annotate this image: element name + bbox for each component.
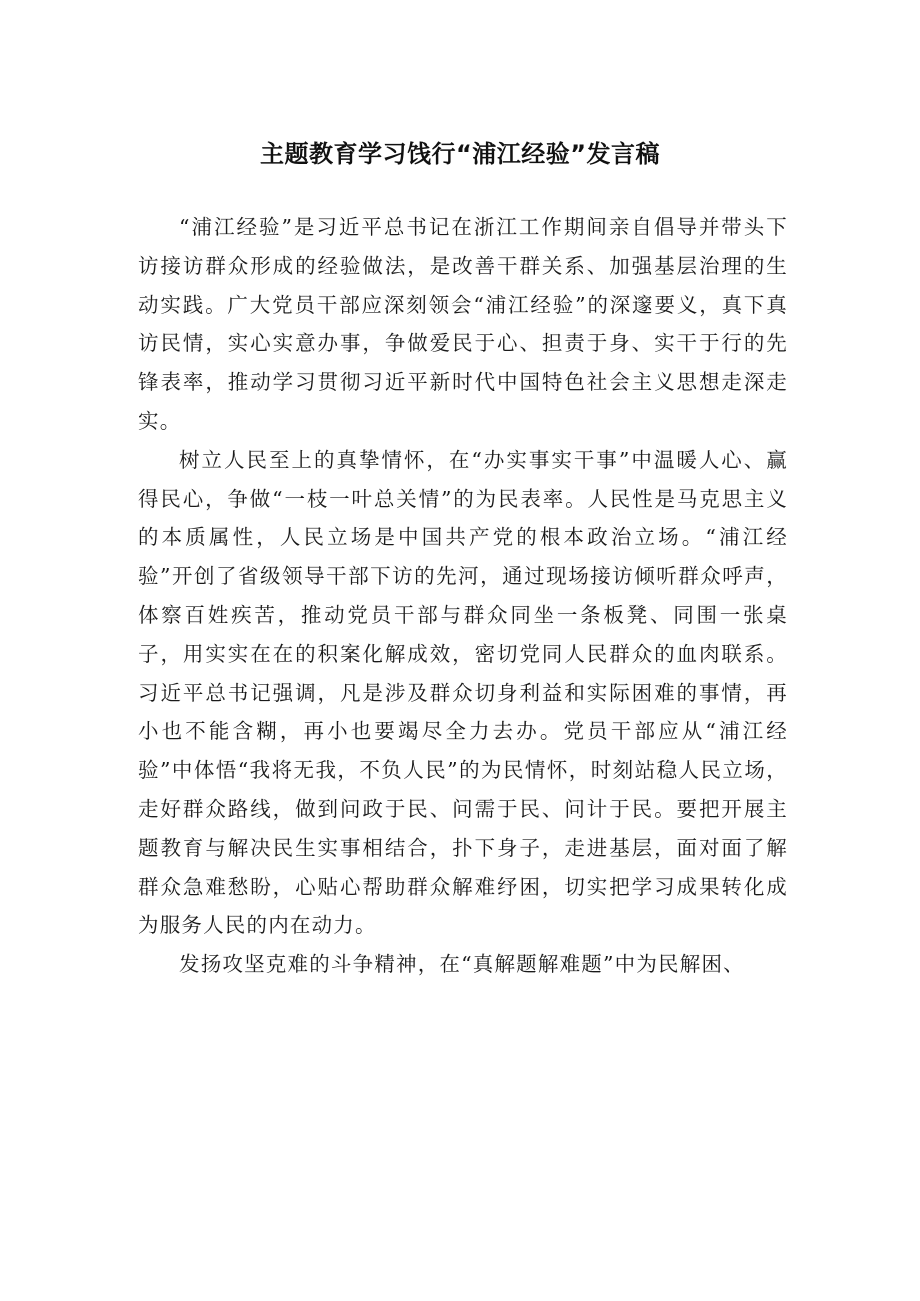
paragraph-2: 树立人民至上的真挚情怀，在“办实事实干事”中温暖人心、赢得民心，争做“一枝一叶总关情”的为民表率。人民性是马克思主义的本质属性，人民立场是中国共产党的根本政治立场。“浦江经验”开创了省级领导干部下访的先河，通过现场接访倾听群众呼声，体察百姓疾苦，推动党员干部与群众同坐一条板凳、同围一张桌子，用实实在在的积案化解成效，密切党同人民群众的血肉联系。习近平总书记强调，凡是涉及群众切身利益和实际困难的事情，再小也不能含糊，再小也要竭尽全力去办。党员干部应从“浦江经验”中体悟“我将无我，不负人民”的为民情怀，时刻站稳人民立场，走好群众路线，做到问政于民、问需于民、问计于民。要把开展主题教育与解决民生实事相结合，扑下身子，走进基层，面对面了解群众急难愁盼，心贴心帮助群众解难纾困，切实把学习成果转化成为服务人民的内在动力。 — [138, 447, 788, 938]
paragraph-3: 发扬攻坚克难的斗争精神，在“真解题解难题”中为民解困、 — [179, 952, 745, 977]
document-title: 主题教育学习饯行“浦江经验”发言稿 — [259, 140, 661, 169]
paragraph-1: “浦江经验”是习近平总书记在浙江工作期间亲自倡导并带头下访接访群众形成的经验做法，是改善干群关系、加强基层治理的生动实践。广大党员干部应深刻领会“浦江经验”的深邃要义，真下真访民情，实心实意办事，争做爱民于心、担责于身、实干于行的先锋表率，推动学习贯彻习近平新时代中国特色社会主义思想走深走实。 — [138, 215, 788, 433]
document-body — [138, 208, 788, 984]
